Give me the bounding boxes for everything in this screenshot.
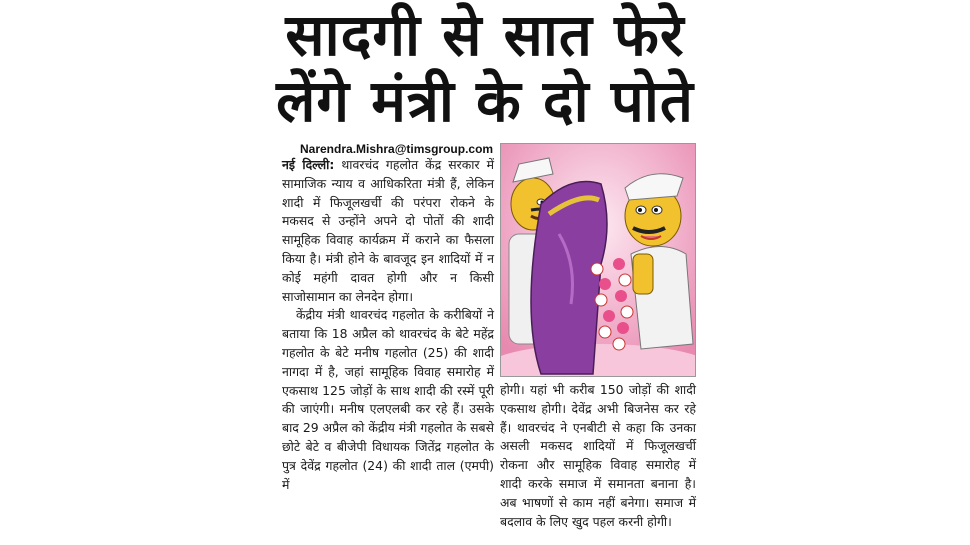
bride-figure [531,182,607,375]
article-paragraph-continued: होगी। यहां भी करीब 150 जोड़ों की शादी एकसाथ होगी। देवेंद्र अभी बिजनेस कर रहे हैं। थावरचंद ने एनबीटी से कहा कि उनका असली मकसद शादियों में फिजूलखर्ची रोकना और सामूहिक विवाह समारोह में शादी करके समाज में समानता बनाना है। अब भाषणों से काम नहीं बनेगा। समाज में बदलाव के लिए खुद पहल करनी होगी। [500,382,696,529]
article-paragraph-2: केंद्रीय मंत्री थावरचंद गहलोत के करीबियों ने बताया कि 18 अप्रैल को थावरचंद के बेटे महेंद्र गहलोत के बेटे मनीष गहलोत (25) की शादी नागदा में है, जहां सामूहिक विवाह समारोह में एकसाथ 125 जोड़ों के साथ शादी की रस्में पूरी की जाएंगी। मनीष एलएलबी कर रहे हैं। उसके बाद 29 अप्रैल को केंद्रीय मंत्री गहलोत के सबसे छोटे बेटे व बीजेपी विधायक जितेंद्र गहलोत के पुत्र देवेंद्र गहलोत (24) की शादी ताल (एमपी) में [282,307,494,492]
article-paragraph-1 [282,156,494,306]
wedding-cartoon-illustration [500,143,696,377]
dateline: नई दिल्ली: [282,157,335,172]
byline-email: Narendra.Mishra@timsgroup.com [300,142,494,156]
cartoon-svg [501,144,696,377]
headline-line-2: लेंगे मंत्री के दो पोते [276,67,694,135]
paragraph-1-text: थावरचंद गहलोत केंद्र सरकार में सामाजिक न्याय व आधिकरिता मंत्री हैं, लेकिन शादी में फिजूलखर्ची की परंपरा रोकने के मकसद से उन्होंने अपने दो पोतों की शादी सामूहिक विवाह कार्यक्रम में कराने का फैसला किया है। मंत्री होने के बावजूद इन शादियों में न कोई महंगी दावत होगी और न किसी साजोसामान का लेनदेन होगा। [282,157,494,304]
article-column-left [282,156,494,494]
floor-shape [501,344,696,377]
headline-line-1: सादगी से सात फेरे [285,1,685,69]
article-column-right [500,381,696,531]
